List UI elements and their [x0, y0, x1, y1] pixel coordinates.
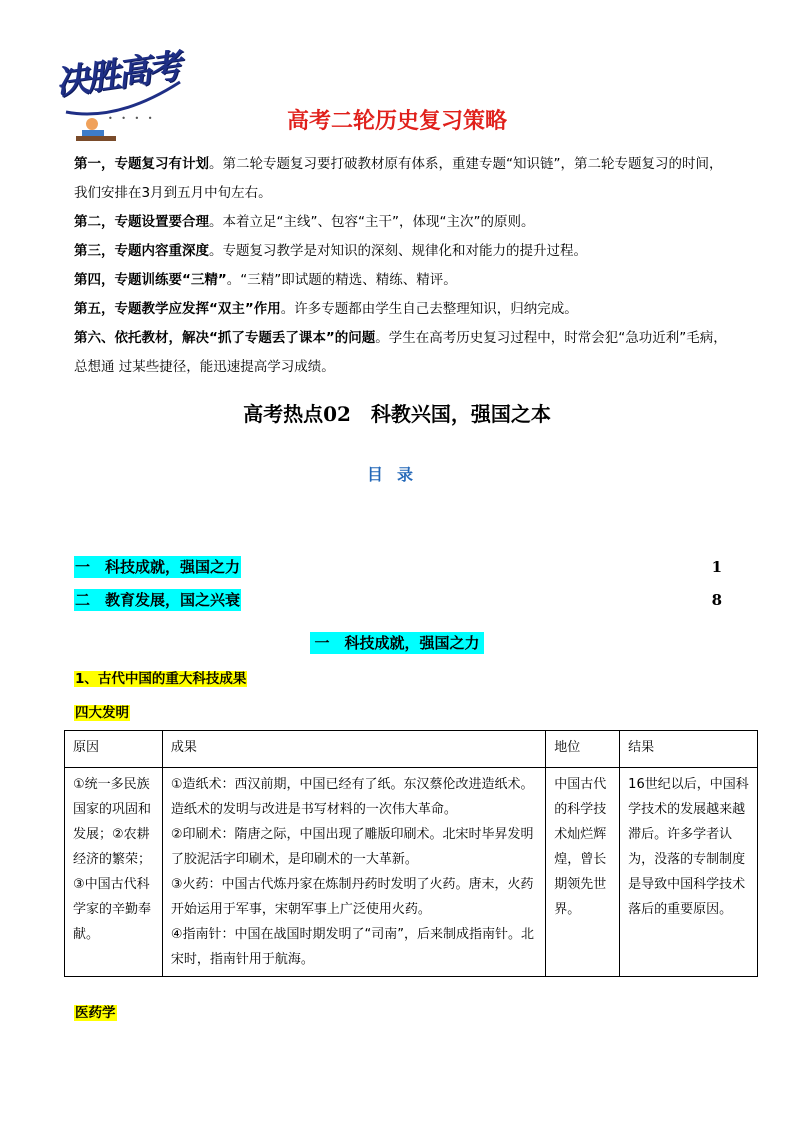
toc-item-page: 1	[711, 558, 722, 576]
achievement-item: ①造纸术：西汉前期，中国已经有了纸。东汉蔡伦改进造纸术。造纸术的发明与改进是书写材料的一次伟大革命。	[170, 777, 534, 817]
strategy-item: 第五，专题教学应发挥“双主”作用。许多专题都由学生自己去整理知识，归纳完成。	[74, 301, 578, 317]
sub-heading: 四大发明	[75, 705, 129, 721]
table-header-cell: 结果	[620, 731, 758, 768]
table-row	[65, 768, 758, 977]
table-cell-achievements	[162, 768, 545, 977]
strategy-item: 第四，专题训练要“三精”。“三精”即试题的精选、精练、精评。	[74, 272, 457, 288]
section-heading: 一 科技成就，强国之力	[0, 632, 794, 653]
table-cell-status: 中国古代的科学技术灿烂辉煌，曾长期领先世界。	[546, 768, 620, 977]
toc-item-page: 8	[711, 591, 722, 609]
table-cell-reasons: ①统一多民族国家的巩固和发展；②农耕经济的繁荣；③中国古代科学家的辛勤奉献。	[65, 768, 163, 977]
strategy-item: 第一，专题复习有计划。第二轮专题复习要打破教材原有体系，重建专题“知识链”，第二轮专题复习的时间，我们安排在3月到五月中旬左右。	[74, 156, 723, 201]
table-header-cell: 地位	[546, 731, 620, 768]
strategy-item: 第三，专题内容重深度。专题复习教学是对知识的深刻、规律化和对能力的提升过程。	[74, 243, 587, 259]
achievement-item: ③火药：中国古代炼丹家在炼制丹药时发明了火药。唐末，火药开始运用于军事，宋朝军事上广泛使用火药。	[170, 877, 534, 917]
strategy-list	[74, 150, 734, 382]
student-reading-icon: • • • •	[108, 114, 156, 123]
sub-heading: 1、古代中国的重大科技成果	[75, 671, 247, 687]
table-header-row	[65, 731, 758, 768]
toc-title: 目录	[366, 465, 427, 484]
toc-item[interactable]	[74, 556, 722, 578]
achievement-item: ②印刷术：隋唐之际，中国出现了雕版印刷术。北宋时毕昇发明了胶泥活字印刷术，是印刷术的一大革新。	[170, 827, 534, 867]
inventions-table	[64, 730, 758, 977]
toc-item-label: 二 教育发展，国之兴衰	[75, 591, 241, 609]
sub-heading: 医药学	[75, 1005, 116, 1021]
toc-item[interactable]	[74, 589, 722, 611]
table-header-cell: 成果	[162, 731, 545, 768]
toc-item-label: 一 科技成就，强国之力	[75, 558, 241, 576]
table-cell-result: 16世纪以后，中国科学技术的发展越来越滞后。许多学者认为，没落的专制制度是导致中国科学技术落后的重要原因。	[620, 768, 758, 977]
main-title: 高考二轮历史复习策略	[286, 109, 507, 134]
logo-text: 决胜高考	[53, 46, 182, 104]
achievement-item: ④指南针：中国在战国时期发明了“司南”，后来制成指南针。北宋时，指南针用于航海。	[170, 927, 535, 967]
table-header-cell: 原因	[65, 731, 163, 768]
strategy-item: 第二，专题设置要合理。本着立足“主线”、包容“主干”，体现“主次”的原则。	[74, 214, 535, 230]
hot-topic-title: 高考热点02 科教兴国，强国之本	[243, 402, 551, 426]
strategy-item: 第六、依托教材，解决“抓了专题丢了课本”的问题。学生在高考历史复习过程中，时常会犯“急功近利”毛病，总想通 过某些捷径，能迅速提高学习成绩。	[74, 330, 727, 375]
